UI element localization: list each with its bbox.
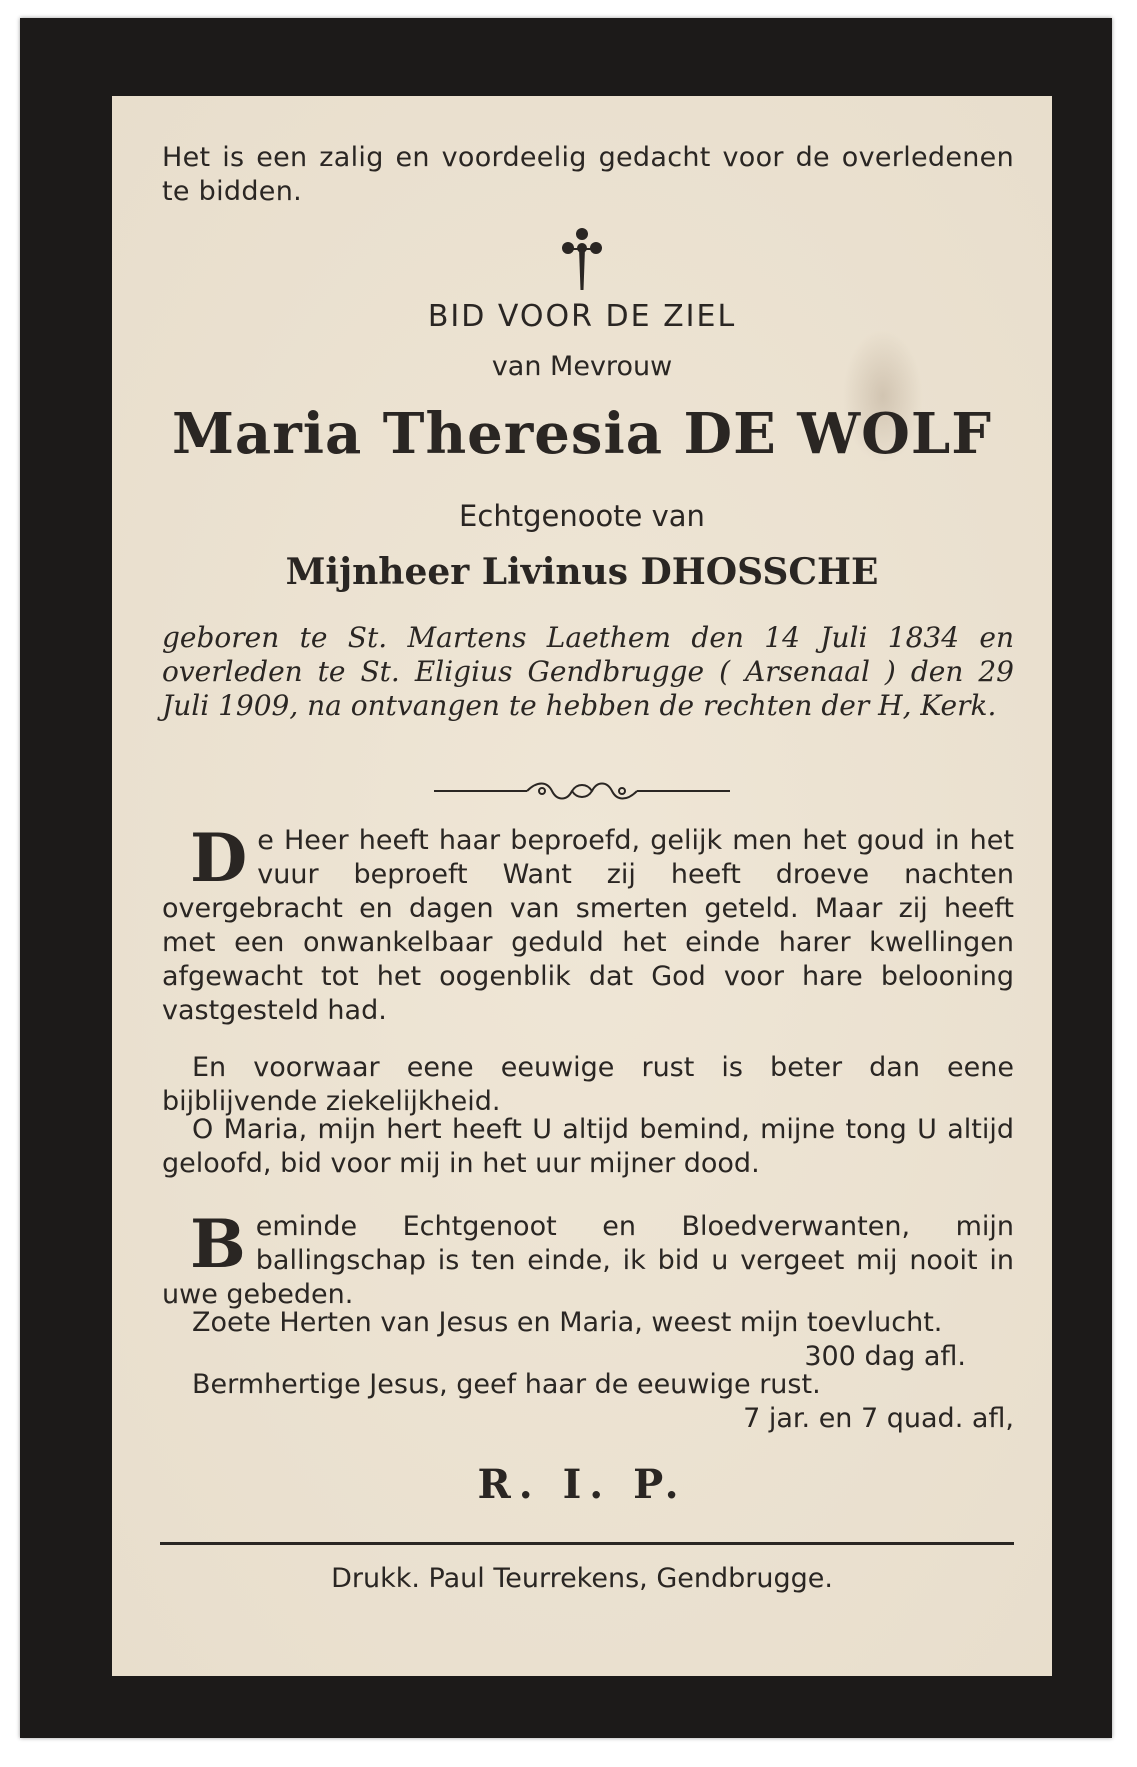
ornament-divider-icon <box>432 779 732 803</box>
paragraph-trial-text: e Heer heeft haar beproefd, gelijk men het goud in het vuur beproeft Want zij heeft droeve nachten overgebracht en dagen van smerten geteld. Maar zij heeft met een onwankelbaar geduld het einde harer kwellingen afgewacht tot het oogenblik dat God voor hare belooning vastgesteld had. <box>162 825 1014 1026</box>
paragraph-farewell-text: eminde Echtgenoot en Bloedverwanten, mijn ballingschap is ten einde, ik bid u vergeet mij nooit in uwe gebeden. <box>162 1211 1014 1310</box>
ejaculation-sacred-hearts-text: Zoete Herten van Jesus en Maria, weest mijn toevlucht. <box>192 1307 943 1338</box>
indulgence-300-days: 300 dag afl. <box>804 1341 966 1372</box>
spouse-name: Mijnheer Livinus DHOSSCHE <box>285 551 879 593</box>
mourning-card-border <box>20 18 1112 1738</box>
ejaculation-sacred-hearts <box>162 1306 1014 1340</box>
rip-closing: R. I. P. <box>477 1461 687 1508</box>
paragraph-trial <box>162 819 1014 1028</box>
cross-icon <box>560 226 604 292</box>
paragraph-eternal-rest: En voorwaar eene eeuwige rust is beter dan eene bijblijvende ziekelijkheid. <box>162 1052 1014 1117</box>
ejaculation-merciful-jesus: Bermhertige Jesus, geef haar de eeuwige rust. <box>192 1369 821 1400</box>
indulgence-7-years: 7 jar. en 7 quad. afl, <box>743 1403 1014 1434</box>
birth-death-dates: geboren te St. Martens Laethem den 14 Juli 1834 en overleden te St. Eligius Gendbrugge ( Arsenaal ) den 29 Juli 1909, na ontvangen te hebben de rechten der H, Kerk. <box>162 621 1014 722</box>
drop-cap-b: B <box>190 1205 246 1283</box>
spouse-intro: Echtgenoote van <box>459 499 705 533</box>
opening-verse: Het is een zalig en voordeelig gedacht voor de overledenen te bidden. <box>162 142 1014 207</box>
drop-cap-d: D <box>190 819 248 897</box>
paragraph-farewell <box>162 1205 1014 1312</box>
divider-rule <box>160 1542 1014 1545</box>
printer-credit: Drukk. Paul Teurrekens, Gendbrugge. <box>331 1563 833 1594</box>
mourning-card-paper <box>112 96 1052 1676</box>
deceased-name: Maria Theresia DE WOLF <box>171 401 993 467</box>
salutation: van Mevrouw <box>491 351 673 382</box>
prayer-heading: BID VOOR DE ZIEL <box>427 299 737 334</box>
paragraph-maria-prayer: O Maria, mijn hert heeft U altijd bemind, mijne tong U altijd geloofd, bid voor mij in het uur mijner dood. <box>162 1114 1014 1179</box>
